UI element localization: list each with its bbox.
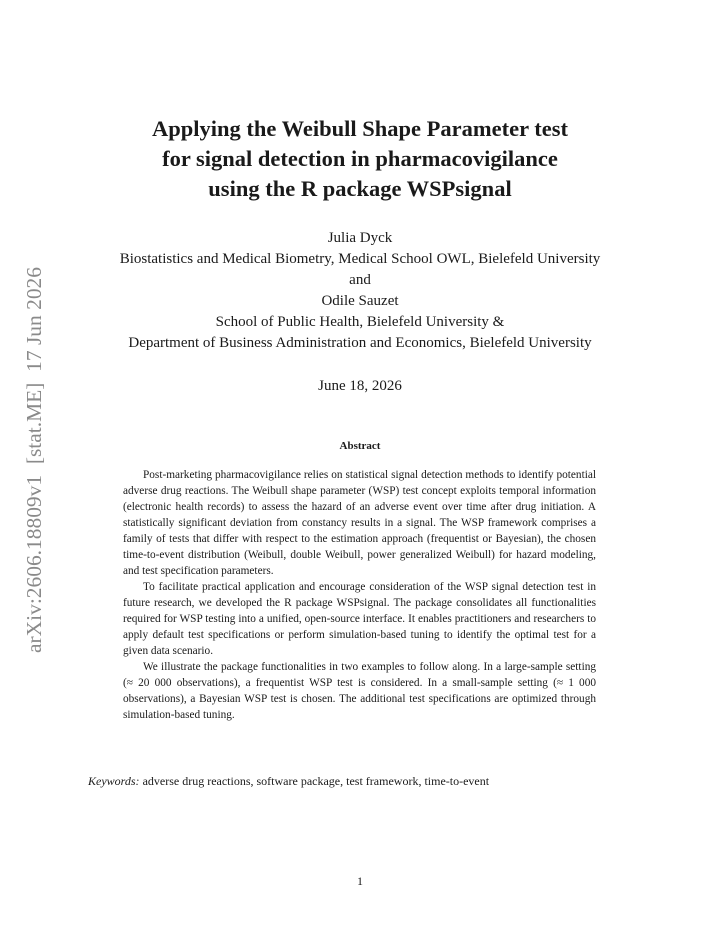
title-line-1: Applying the Weibull Shape Parameter test — [151, 116, 569, 141]
author-block — [70, 228, 650, 354]
keywords-label: Keywords: — [88, 774, 140, 788]
abstract-body — [123, 467, 596, 723]
keywords-text: adverse drug reactions, software package, test framework, time-to-event — [142, 774, 490, 788]
author-separator: and — [349, 272, 371, 288]
author-name-1: Julia Dyck — [327, 230, 393, 246]
arxiv-stamp-text: arXiv:2606.18809v1 [stat.ME] 17 Jun 2026 — [22, 275, 46, 653]
abstract-paragraph-1: Post-marketing pharmacovigilance relies on statistical signal detection methods to identify potential adverse drug reactions. The Weibull shape parameter (WSP) test concept exploits temporal information (electronic health records) to assess the hazard of an adverse event over time after drug initiation. A statistically significant deviation from constancy results in a signal. The WSP framework comprises a family of tests that differ with respect to the estimation approach (frequentist or Bayesian), the chosen time-to-event distribution (Weibull, double Weibull, power generalized Weibull) for hazard modeling, and test specification parameters. — [123, 469, 596, 577]
paper-title — [80, 114, 640, 204]
abstract-paragraph-3: We illustrate the package functionalities in two examples to follow along. In a large-sample setting (≈ 20 000 observations), a frequentist WSP test is considered. In a small-sample setting (≈ 1 000 observations), a Bayesian WSP test is chosen. The additional test specifications are optimized through simulation-based tuning. — [123, 661, 596, 721]
author-affiliation-1: Biostatistics and Medical Biometry, Medical School OWL, Bielefeld University — [119, 251, 601, 267]
keywords — [88, 773, 648, 789]
author-name-2: Odile Sauzet — [321, 293, 399, 309]
page-number: 1 — [357, 874, 363, 888]
paper-date: June 18, 2026 — [318, 378, 402, 394]
author-affiliation-2a: School of Public Health, Bielefeld University & — [215, 314, 505, 330]
title-line-2: for signal detection in pharmacovigilance — [162, 146, 558, 171]
author-affiliation-2b: Department of Business Administration and Economics, Bielefeld University — [128, 335, 592, 351]
title-line-3: using the R package WSPsignal — [208, 176, 512, 201]
abstract-paragraph-2: To facilitate practical application and encourage consideration of the WSP signal detection test in future research, we developed the R package WSPsignal. The package consolidates all functionalities required for WSP testing into a unified, open-source interface. It enables practitioners and researchers to apply default test specifications or perform simulation-based tuning to identify the optimal test for a given data scenario. — [123, 581, 596, 657]
arxiv-stamp — [2, 265, 58, 655]
abstract-heading: Abstract — [339, 440, 381, 452]
